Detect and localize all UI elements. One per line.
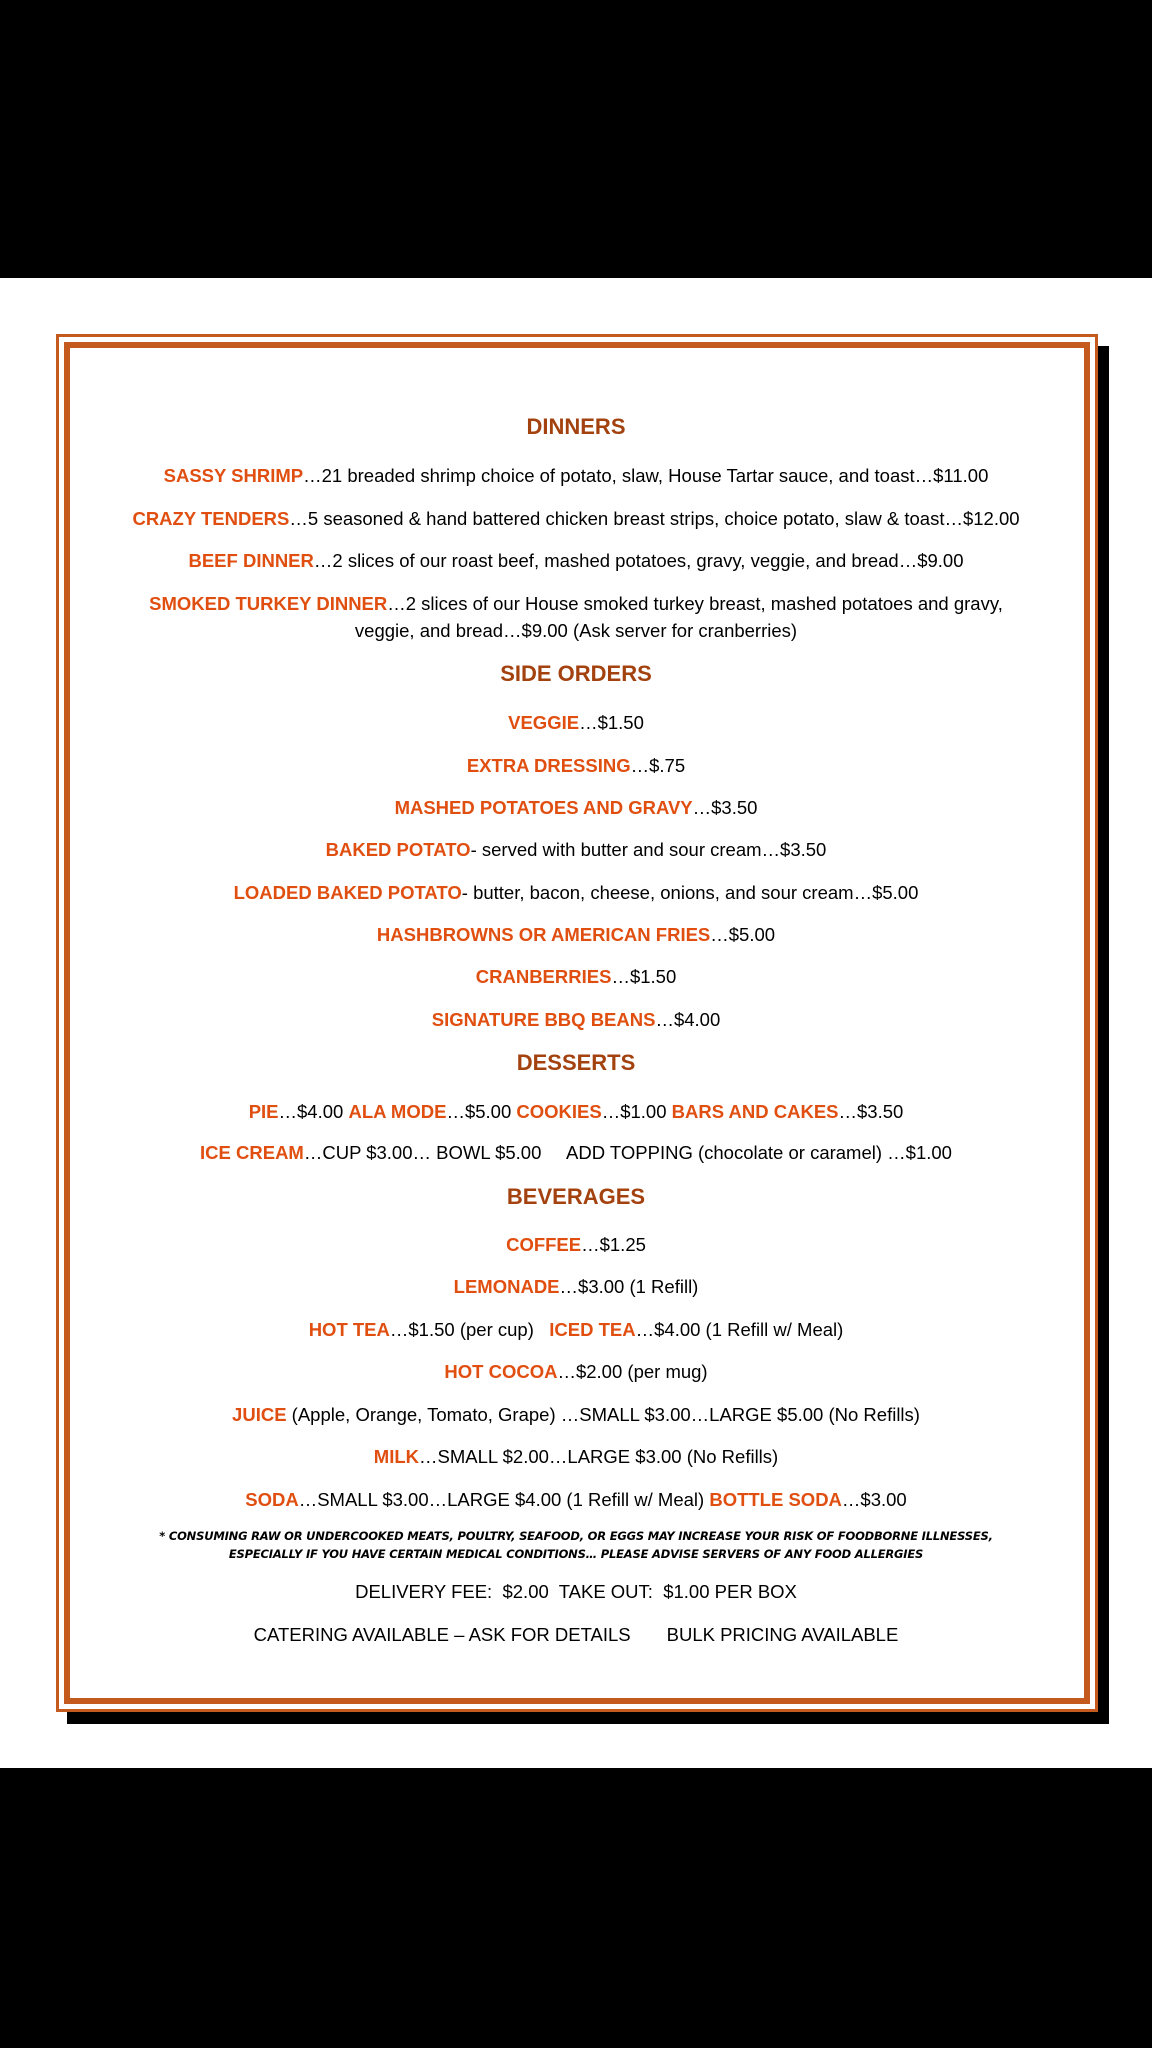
item-name: VEGGIE <box>508 712 580 733</box>
menu-item-coffee <box>0 1231 1152 1258</box>
item-name: ICE CREAM <box>200 1142 304 1163</box>
item-name: CRANBERRIES <box>475 966 612 987</box>
item-name: LEMONADE <box>453 1276 560 1297</box>
desserts-heading: DESSERTS <box>516 1050 636 1075</box>
item-price: …$1.00 <box>601 1101 672 1122</box>
item-desc: …21 breaded shrimp choice of potato, slaw, House Tartar sauce, and toast…$11.00 <box>303 465 989 486</box>
item-price: …$4.00 (1 Refill w/ Meal) <box>635 1319 844 1340</box>
menu-item-hot-cocoa <box>0 1358 1152 1385</box>
item-desc: …5 seasoned & hand battered chicken breast strips, choice potato, slaw & toast…$12.00 <box>289 508 1020 529</box>
item-price: …$5.00 <box>710 924 776 945</box>
food-safety-warning-cont: ESPECIALLY IF YOU HAVE CERTAIN MEDICAL CONDITIONS… PLEASE ADVISE SERVERS OF ANY FOOD ALLERGIES <box>228 1547 924 1561</box>
menu-item-cranberries <box>0 963 1152 990</box>
menu-item-hashbrowns <box>0 921 1152 948</box>
item-name: ALA MODE <box>348 1101 447 1122</box>
menu-item-beef-dinner <box>0 547 1152 574</box>
item-desc: …SMALL $3.00…LARGE $4.00 (1 Refill w/ Meal) <box>298 1489 710 1510</box>
item-price: …$1.50 (per cup) <box>389 1319 550 1340</box>
item-price: …$1.50 <box>579 712 644 733</box>
item-name: HOT COCOA <box>444 1361 558 1382</box>
menu-item-juice <box>0 1401 1152 1428</box>
item-price: …$3.50 <box>838 1101 904 1122</box>
menu-item-desserts-row <box>0 1098 1152 1125</box>
menu-item-veggie <box>0 709 1152 736</box>
item-name: BOTTLE SODA <box>709 1489 842 1510</box>
menu-item-smoked-turkey-cont: veggie, and bread…$9.00 (Ask server for cranberries) <box>354 620 798 641</box>
item-name: SMOKED TURKEY DINNER <box>149 593 388 614</box>
menu-item-smoked-turkey <box>0 590 1152 617</box>
menu-item-crazy-tenders <box>0 505 1152 532</box>
item-name: JUICE <box>232 1404 287 1425</box>
item-price: …$3.00 (1 Refill) <box>559 1276 699 1297</box>
item-price: …$5.00 <box>446 1101 517 1122</box>
catering-info: CATERING AVAILABLE – ASK FOR DETAILS BULK PRICING AVAILABLE <box>253 1624 899 1645</box>
item-desc: - butter, bacon, cheese, onions, and sour cream…$5.00 <box>461 882 919 903</box>
menu-item-ice-cream <box>0 1139 1152 1166</box>
menu-item-bbq-beans <box>0 1006 1152 1033</box>
item-desc: …SMALL $2.00…LARGE $3.00 (No Refills) <box>419 1446 779 1467</box>
item-name: MILK <box>373 1446 420 1467</box>
item-name: PIE <box>248 1101 279 1122</box>
item-desc: …2 slices of our House smoked turkey breast, mashed potatoes and gravy, <box>387 593 1003 614</box>
menu-item-baked-potato <box>0 836 1152 863</box>
menu-item-milk <box>0 1443 1152 1470</box>
menu-item-loaded-baked-potato <box>0 879 1152 906</box>
item-name: ICED TEA <box>549 1319 636 1340</box>
menu-item-mashed-potatoes <box>0 794 1152 821</box>
item-name: EXTRA DRESSING <box>466 755 631 776</box>
item-name: CRAZY TENDERS <box>132 508 290 529</box>
item-name: MASHED POTATOES AND GRAVY <box>394 797 693 818</box>
item-desc: …2 slices of our roast beef, mashed potatoes, gravy, veggie, and bread…$9.00 <box>313 550 964 571</box>
item-desc: - served with butter and sour cream…$3.50 <box>470 839 827 860</box>
item-price: …$3.50 <box>692 797 758 818</box>
item-name: SODA <box>245 1489 299 1510</box>
item-price: …$1.25 <box>581 1234 646 1255</box>
dinners-heading: DINNERS <box>526 414 626 439</box>
item-name: BEEF DINNER <box>188 550 314 571</box>
beverages-heading: BEVERAGES <box>506 1184 646 1209</box>
item-name: COOKIES <box>516 1101 602 1122</box>
item-name: HOT TEA <box>308 1319 390 1340</box>
item-price: …$4.00 <box>278 1101 349 1122</box>
food-safety-warning: * CONSUMING RAW OR UNDERCOOKED MEATS, POULTRY, SEAFOOD, OR EGGS MAY INCREASE YOUR RISK OF FOODBORNE ILLNESSES, <box>159 1529 993 1543</box>
item-name: SASSY SHRIMP <box>163 465 304 486</box>
menu-item-teas <box>0 1316 1152 1343</box>
menu-item-lemonade <box>0 1273 1152 1300</box>
side-orders-heading: SIDE ORDERS <box>500 661 652 686</box>
item-price: …$1.50 <box>611 966 677 987</box>
item-price: …$3.00 <box>841 1489 907 1510</box>
item-name: SIGNATURE BBQ BEANS <box>431 1009 656 1030</box>
item-name: HASHBROWNS OR AMERICAN FRIES <box>376 924 711 945</box>
item-price: …$2.00 (per mug) <box>557 1361 708 1382</box>
item-name: BAKED POTATO <box>325 839 471 860</box>
item-name: LOADED BAKED POTATO <box>233 882 462 903</box>
item-price: …$.75 <box>630 755 686 776</box>
menu-item-sassy-shrimp <box>0 462 1152 489</box>
item-name: COFFEE <box>506 1234 582 1255</box>
delivery-fee: DELIVERY FEE: $2.00 TAKE OUT: $1.00 PER BOX <box>355 1581 797 1602</box>
item-desc: …CUP $3.00… BOWL $5.00 ADD TOPPING (chocolate or caramel) …$1.00 <box>303 1142 952 1163</box>
menu-item-soda <box>0 1486 1152 1513</box>
item-name: BARS AND CAKES <box>671 1101 839 1122</box>
menu-item-extra-dressing <box>0 752 1152 779</box>
item-price: …$4.00 <box>655 1009 721 1030</box>
item-desc: (Apple, Orange, Tomato, Grape) …SMALL $3.00…LARGE $5.00 (No Refills) <box>286 1404 920 1425</box>
